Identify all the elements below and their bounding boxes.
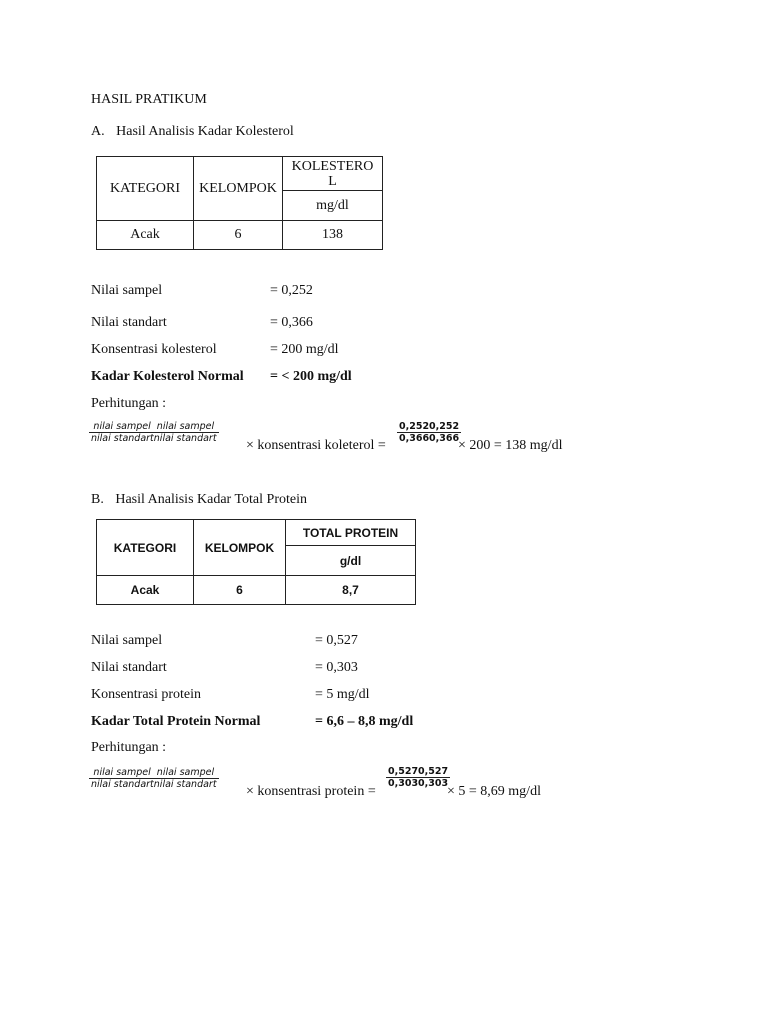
perhitungan-label: Perhitungan :	[91, 740, 167, 755]
header-total-protein: TOTAL PROTEIN	[286, 520, 416, 546]
row-label: Nilai sampel	[91, 633, 163, 648]
section-a-heading	[91, 124, 294, 140]
section-a-title: Hasil Analisis Kadar Kolesterol	[116, 124, 294, 139]
section-b-title: Hasil Analisis Kadar Total Protein	[115, 492, 307, 507]
formula-numerator: nilai sampel nilai sampel	[93, 421, 215, 432]
header-unit: g/dl	[286, 546, 416, 576]
cholesterol-table	[96, 156, 383, 250]
formula-fraction-values	[397, 421, 461, 444]
formula-denominator: nilai standartnilai standart	[91, 779, 217, 790]
section-a-letter: A.	[91, 124, 105, 139]
formula-numerator: nilai sampel nilai sampel	[93, 767, 215, 778]
cell-kolesterol: 138	[283, 221, 383, 250]
row-value-normal: = < 200 mg/dl	[270, 369, 352, 384]
formula-fraction	[89, 421, 219, 444]
header-kategori: KATEGORI	[97, 520, 194, 576]
formula-mid: × konsentrasi koleterol =	[246, 438, 386, 453]
formula-denominator-value: 0,3030,303	[388, 778, 449, 789]
protein-table	[96, 519, 416, 605]
row-value: = 5 mg/dl	[315, 687, 370, 702]
cell-kelompok: 6	[194, 221, 283, 250]
row-label-normal: Kadar Total Protein Normal	[91, 714, 261, 729]
formula-result: × 200 = 138 mg/dl	[458, 438, 563, 453]
formula-fraction	[89, 767, 219, 790]
cell-kelompok: 6	[194, 576, 286, 605]
row-label-normal: Kadar Kolesterol Normal	[91, 369, 244, 384]
cell-total-protein: 8,7	[286, 576, 416, 605]
row-label: Nilai standart	[91, 660, 167, 675]
page-title: HASIL PRATIKUM	[91, 92, 207, 107]
formula-denominator-value: 0,3660,366	[399, 433, 460, 444]
row-value: = 0,303	[315, 660, 358, 675]
section-b-letter: B.	[91, 492, 104, 507]
perhitungan-label: Perhitungan :	[91, 396, 167, 411]
row-label: Konsentrasi kolesterol	[91, 342, 217, 357]
header-kelompok: KELOMPOK	[194, 157, 283, 221]
row-value: = 0,366	[270, 315, 313, 330]
row-value: = 200 mg/dl	[270, 342, 339, 357]
formula-fraction-values	[386, 766, 450, 789]
row-label: Konsentrasi protein	[91, 687, 202, 702]
section-b-heading	[91, 492, 307, 508]
header-kategori: KATEGORI	[97, 157, 194, 221]
cell-kategori: Acak	[97, 576, 194, 605]
row-value-normal: = 6,6 – 8,8 mg/dl	[315, 714, 414, 729]
formula-numerator-value: 0,5270,527	[388, 766, 449, 777]
header-kolesterol-line2: L	[328, 173, 337, 189]
formula-numerator-value: 0,2520,252	[399, 421, 460, 432]
row-value: = 0,527	[315, 633, 358, 648]
cell-kategori: Acak	[97, 221, 194, 250]
formula-mid: × konsentrasi protein =	[246, 784, 376, 799]
row-label: Nilai sampel	[91, 283, 163, 298]
header-kolesterol-line1: KOLESTERO	[291, 158, 374, 174]
row-label: Nilai standart	[91, 315, 167, 330]
header-kelompok: KELOMPOK	[194, 520, 286, 576]
formula-denominator: nilai standartnilai standart	[91, 433, 217, 444]
row-value: = 0,252	[270, 283, 313, 298]
header-kolesterol	[283, 157, 383, 191]
formula-result: × 5 = 8,69 mg/dl	[447, 784, 541, 799]
header-unit: mg/dl	[283, 191, 383, 221]
